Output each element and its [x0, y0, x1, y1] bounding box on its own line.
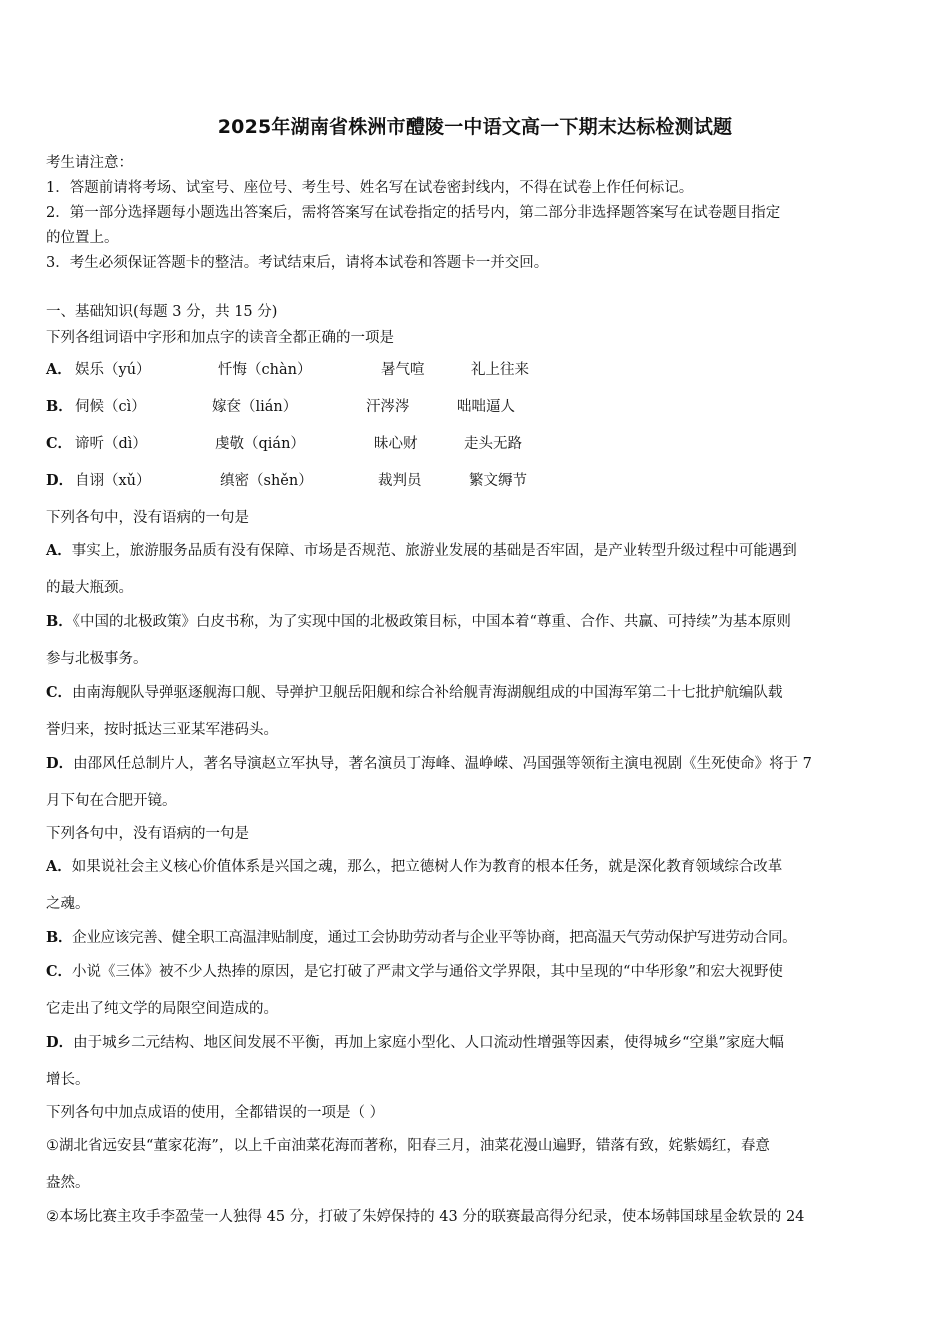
notice-item: 2．第一部分选择题每小题选出答案后，需将答案写在试卷指定的括号内，第二部分非选择题答案写在试卷题目指定 [46, 205, 781, 221]
option-label: B． [46, 929, 73, 946]
option-label: A． [46, 361, 72, 378]
option-word: 娱乐（yú） [75, 362, 151, 378]
answer-line [46, 754, 812, 774]
option-text: 的最大瓶颈。 [46, 580, 133, 596]
question-stem: 下列各句中，没有语病的一句是 [46, 510, 249, 526]
answer-line [46, 683, 783, 703]
option-text: 小说《三体》被不少人热捧的原因，是它打破了严肃文学与通俗文学界限，其中呈现的“中华形象”和宏大视野使 [72, 964, 783, 980]
answer-line [46, 612, 791, 632]
option-text: 由邵风任总制片人，著名导演赵立军执导，著名演员丁海峰、温峥嵘、冯国强等领衔主演电视剧《生死使命》将于 7 [73, 756, 812, 772]
answer-line [46, 1033, 784, 1053]
answer-line [46, 541, 797, 561]
answer-line [46, 894, 90, 914]
answer-line [46, 1136, 770, 1156]
page-title: 2025年湖南省株洲市醴陵一中语文高一下期末达标检测试题 [217, 116, 733, 138]
option-label: A． [46, 542, 72, 559]
option-word: 嫁奁（lián） [212, 399, 298, 415]
option-label: D． [46, 755, 74, 772]
option-word: 伺候（cì） [75, 399, 146, 415]
notice-item: 3．考生必须保证答题卡的整洁。考试结束后，请将本试卷和答题卡一并交回。 [46, 255, 549, 271]
answer-line [46, 999, 278, 1019]
answer-line [46, 1070, 90, 1090]
option-word: 缜密（shěn） [220, 473, 313, 489]
answer-line [46, 1173, 90, 1193]
option-text: 之魂。 [46, 896, 90, 912]
option-text: 誉归来，按时抵达三亚某军港码头。 [46, 722, 278, 738]
option-word: 咄咄逼人 [457, 399, 515, 415]
item-text: 湖北省远安县“董家花海”，以上千亩油菜花海而著称，阳春三月，油菜花漫山遍野，错落有致，姹紫嫣红，春意 [59, 1138, 770, 1154]
option-label: A． [46, 858, 72, 875]
option-word: 汗涔涔 [366, 399, 410, 415]
item-text: 盎然。 [46, 1175, 90, 1191]
option-label: B． [46, 613, 73, 630]
option-text: 事实上，旅游服务品质有没有保障、市场是否规范、旅游业发展的基础是否牢固，是产业转型升级过程中可能遇到 [71, 543, 797, 559]
option-text: 增长。 [46, 1072, 90, 1088]
answer-line [46, 928, 796, 948]
notice-heading: 考生请注意： [46, 155, 133, 171]
option-label: B． [46, 398, 73, 415]
option-word: 繁文缛节 [469, 473, 527, 489]
option-label: C． [46, 435, 73, 452]
option-text: 它走出了纯文学的局限空间造成的。 [46, 1001, 278, 1017]
question-stem: 下列各句中，没有语病的一句是 [46, 826, 249, 842]
option-text: 由于城乡二元结构、地区间发展不平衡，再加上家庭小型化、人口流动性增强等因素，使得城乡“空巢”家庭大幅 [73, 1035, 784, 1051]
option-word: 昧心财 [374, 436, 418, 452]
answer-line [46, 962, 783, 982]
option-word: 自诩（xǔ） [75, 473, 151, 489]
option-text: 参与北极事务。 [46, 651, 148, 667]
option-label: C． [46, 684, 73, 701]
answer-line [46, 791, 177, 811]
notice-item: 1．答题前请将考场、试室号、座位号、考生号、姓名写在试卷密封线内，不得在试卷上作任何标记。 [46, 180, 694, 196]
option-text: 《中国的北极政策》白皮书称，为了实现中国的北极政策目标，中国本着“尊重、合作、共赢、可持续”为基本原则 [72, 614, 791, 630]
option-text: 由南海舰队导弹驱逐舰海口舰、导弹护卫舰岳阳舰和综合补给舰青海湖舰组成的中国海军第二十七批护航编队载 [72, 685, 783, 701]
section-heading: 一、基础知识(每题 3 分，共 15 分) [46, 304, 278, 320]
notice-item: 的位置上。 [46, 230, 119, 246]
option-word: 忏悔（chàn） [218, 362, 312, 378]
answer-line [46, 578, 133, 598]
option-word: 礼上往来 [471, 362, 529, 378]
option-text: 企业应该完善、健全职工高温津贴制度，通过工会协助劳动者与企业平等协商，把高温天气劳动保护写进劳动合同。 [72, 930, 797, 946]
option-word: 暑气喧 [381, 362, 425, 378]
option-word: 谛听（dì） [75, 436, 147, 452]
answer-line [46, 720, 278, 740]
option-text: 月下旬在合肥开镜。 [46, 793, 177, 809]
item-number: ① [46, 1138, 59, 1154]
option-label: D． [46, 1034, 74, 1051]
option-label: C． [46, 963, 73, 980]
option-word: 走头无路 [464, 436, 522, 452]
item-number: ② [46, 1209, 59, 1225]
question-stem: 下列各组词语中字形和加点字的读音全都正确的一项是 [46, 330, 394, 346]
option-label: D． [46, 472, 74, 489]
answer-line [46, 649, 148, 669]
question-stem: 下列各句中加点成语的使用，全都错误的一项是（ ） [46, 1105, 385, 1121]
option-text: 如果说社会主义核心价值体系是兴国之魂，那么，把立德树人作为教育的根本任务，就是深化教育领域综合改革 [71, 859, 783, 875]
option-word: 虔敬（qián） [215, 436, 305, 452]
option-word: 裁判员 [378, 473, 422, 489]
answer-line [46, 1207, 804, 1227]
item-text: 本场比赛主攻手李盈莹一人独得 45 分，打破了朱婷保持的 43 分的联赛最高得分纪录，使本场韩国球星金软景的 24 [59, 1209, 805, 1225]
answer-line [46, 857, 782, 877]
